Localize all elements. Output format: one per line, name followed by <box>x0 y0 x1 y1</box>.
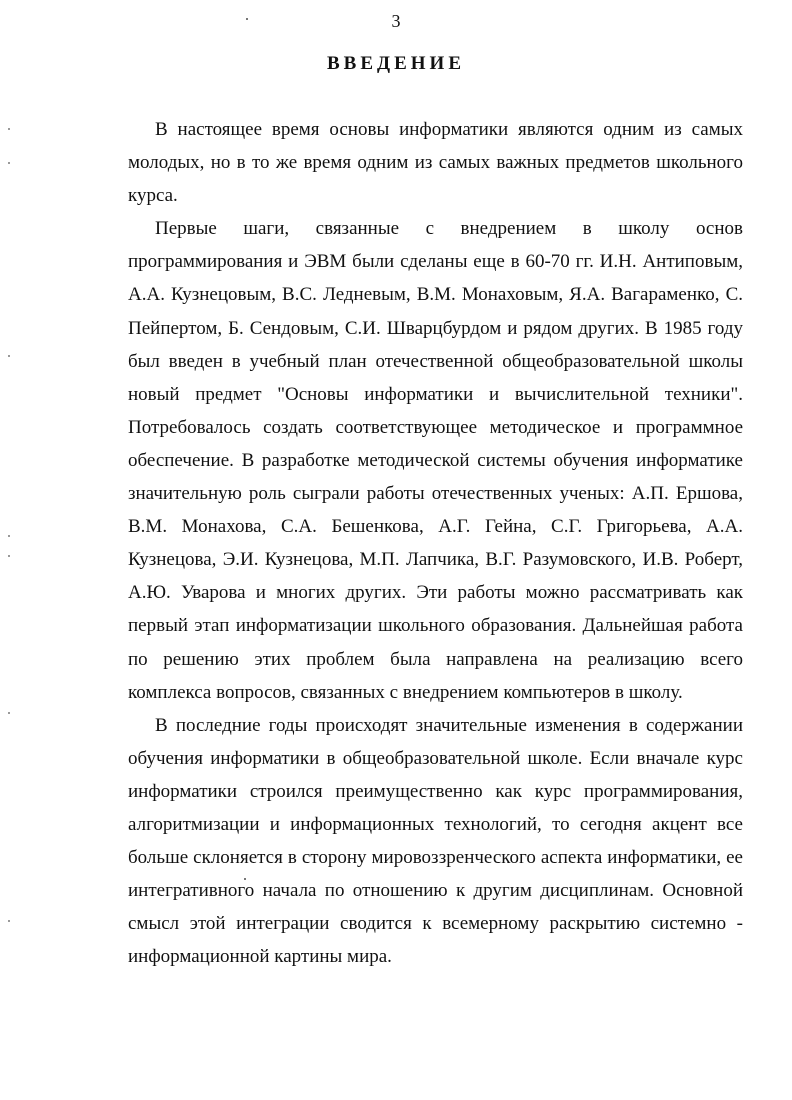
scan-mark <box>8 355 10 357</box>
scan-mark <box>8 555 10 557</box>
paragraph: В последние годы происходят значительные изменения в содержании обучения информатики в общеобразовательной школе. Если вначале курс информатики строился преимущественно как курс программирования, алгоритмизации и информационных технологий, то сегодня акцент все больше склоняется в сторону мировоззренческого аспекта информатики, ее интегративного начала по отношению к другим дисциплинам. Основной смысл этой интеграции сводится к всемерному раскрытию системно - информационной картины мира. <box>128 714 743 968</box>
page-number: 3 <box>391 11 401 31</box>
body-text <box>128 113 743 973</box>
paragraph: Первые шаги, связанные с внедрением в школу основ программирования и ЭВМ были сделаны еще в 60-70 гг. И.Н. Антиповым, А.А. Кузнецовым, В.С. Ледневым, В.М. Монаховым, Я.А. Вагараменко, С. Пейпертом, Б. Сендовым, С.И. Шварцбурдом и рядом других. В 1985 году был введен в учебный план отечественной общеобразовательной школы новый предмет "Основы информатики и вычислительной техники". Потребовалось создать соответствующее методическое и программное обеспечение. В разработке методической системы обучения информатике значительную роль сыграли работы отечественных ученых: А.П. Ершова, В.М. Монахова, С.А. Бешенкова, А.Г. Гейна, С.Г. Григорьева, А.А. Кузнецова, Э.И. Кузнецова, М.П. Лапчика, В.Г. Разумовского, И.В. Роберт, А.Ю. Уварова и многих других. Эти работы можно рассматривать как первый этап информатизации школьного образования. Дальнейшая работа по решению этих проблем была направлена на реализацию всего комплекса вопросов, связанных с внедрением компьютеров в школу. <box>128 218 743 703</box>
paragraph: В настоящее время основы информатики являются одним из самых молодых, но в то же время одним из самых важных предметов школьного курса. <box>128 119 743 207</box>
scan-mark <box>8 128 10 130</box>
scan-mark <box>8 162 10 164</box>
page-title: ВВЕДЕНИЕ <box>327 53 465 74</box>
scan-mark <box>8 712 10 714</box>
scan-mark <box>8 535 10 537</box>
scan-margin-marks <box>0 0 20 1100</box>
scan-mark <box>8 920 10 922</box>
